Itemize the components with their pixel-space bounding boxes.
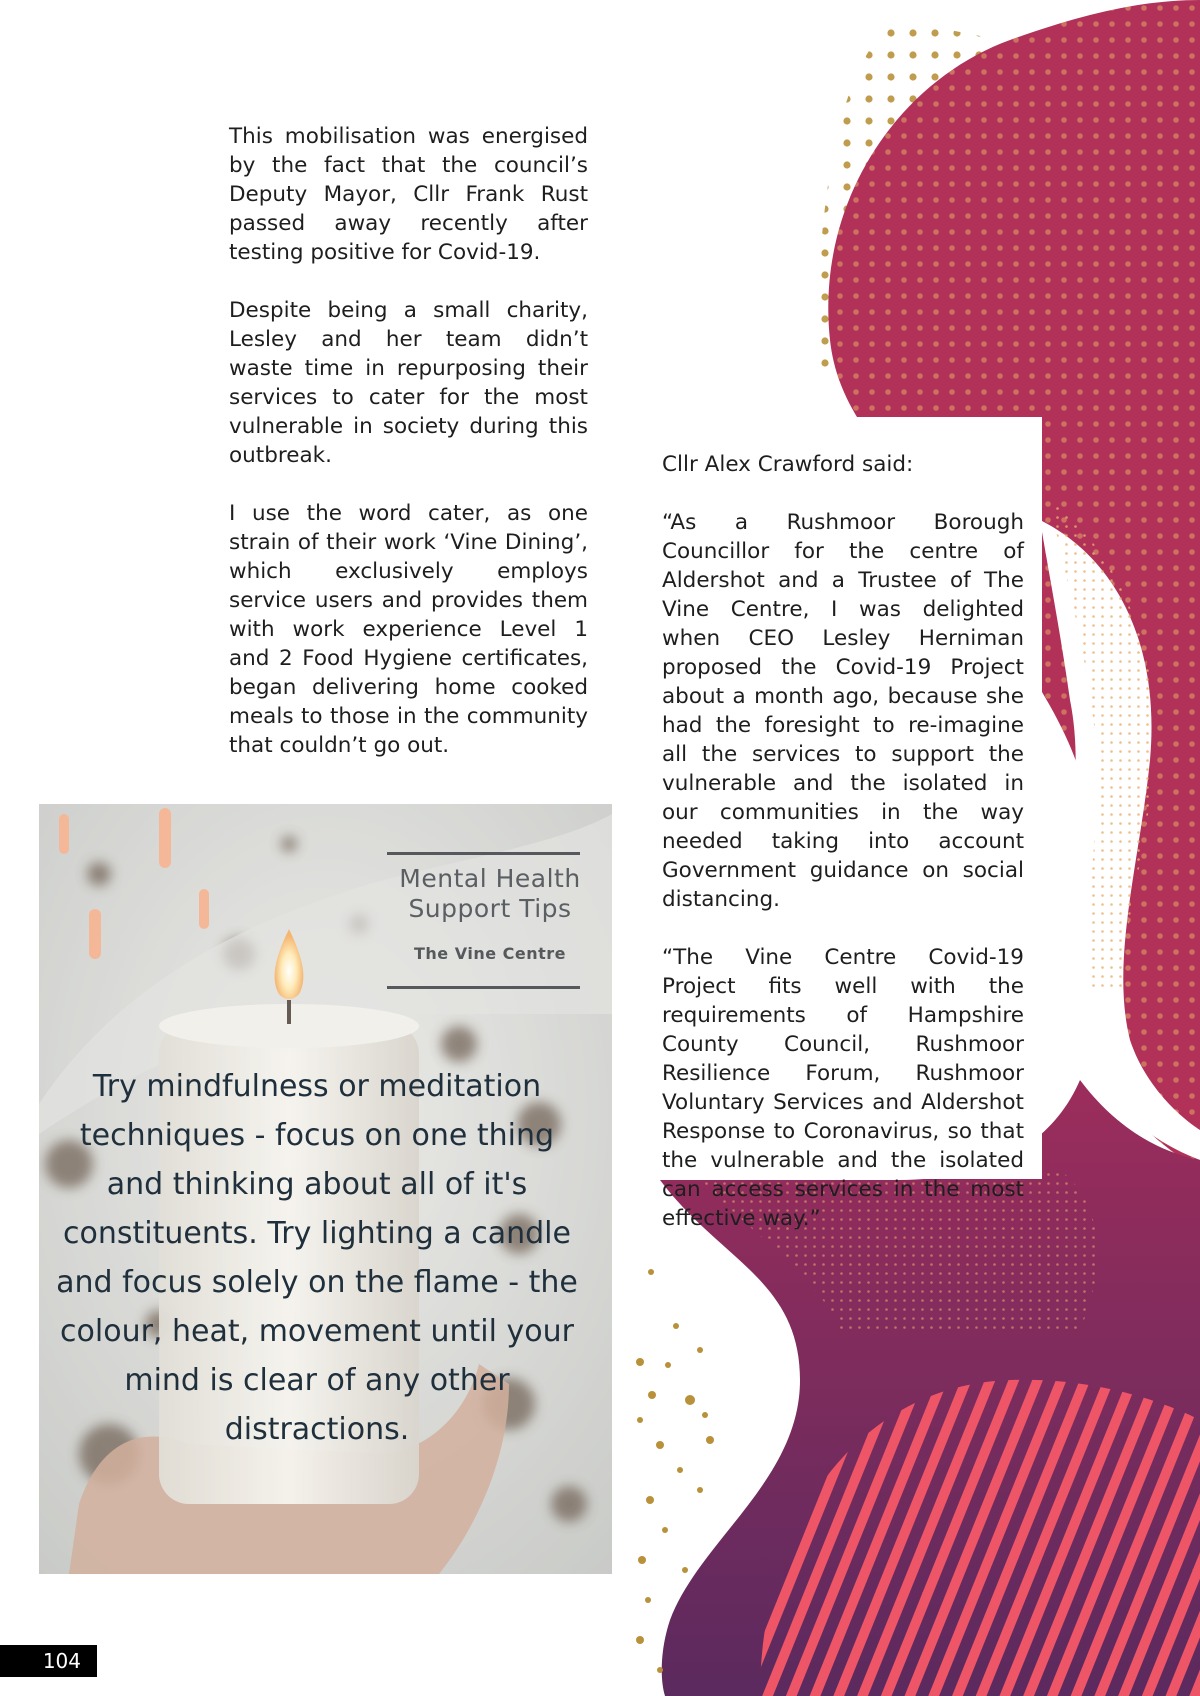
quote-paragraph: “As a Rushmoor Borough Councillor for the centre of Aldershot and a Trustee of The Vine Centre, I was delighted when CEO Lesley Herniman proposed the Covid-19 Project about a month ago, because she had the foresight to re-imagine all the services to support the vulnerable and the isolated in our communities in the way needed taking into account Government guidance on social distancing. [662, 510, 1024, 912]
article-column [229, 122, 588, 789]
poster-organisation: The Vine Centre [414, 944, 566, 963]
poster-body: Try mindfulness or meditation techniques - focus on one thing and thinking about all of it's constituents. Try lighting a candle and focus solely on the flame - the colour, heat, movement until your mind is clear of any other distractions. [56, 1069, 578, 1447]
poster-rule-top [387, 852, 580, 855]
quote-box [647, 417, 1042, 1231]
article-paragraph: Despite being a small charity, Lesley and her team didn’t waste time in repurposing their services to cater for the most vulnerable in society during this outbreak. [229, 298, 588, 468]
page-number: 104 [0, 1645, 97, 1677]
quote-text [662, 450, 1024, 1262]
poster-rule-bottom [387, 986, 580, 989]
article-paragraph: I use the word cater, as one strain of their work ‘Vine Dining’, which exclusively employs service users and provides them with work experience Level 1 and 2 Food Hygiene certificates, began delivering home cooked meals to those in the community that couldn’t go out. [229, 501, 588, 758]
poster-title: Mental Health Support Tips [399, 864, 581, 923]
quote-speaker: Cllr Alex Crawford said: [662, 452, 914, 477]
quote-paragraph: “The Vine Centre Covid-19 Project fits well with the requirements of Hampshire County Council, Rushmoor Resilience Forum, Rushmoor Voluntary Services and Aldershot Response to Coronavirus, so that the vulnerable and the isolated can access services in the most effective way.” [662, 945, 1024, 1231]
article-paragraph: This mobilisation was energised by the fact that the council’s Deputy Mayor, Cllr Frank Rust passed away recently after testing positive for Covid-19. [229, 124, 588, 265]
mental-health-poster [39, 804, 612, 1574]
